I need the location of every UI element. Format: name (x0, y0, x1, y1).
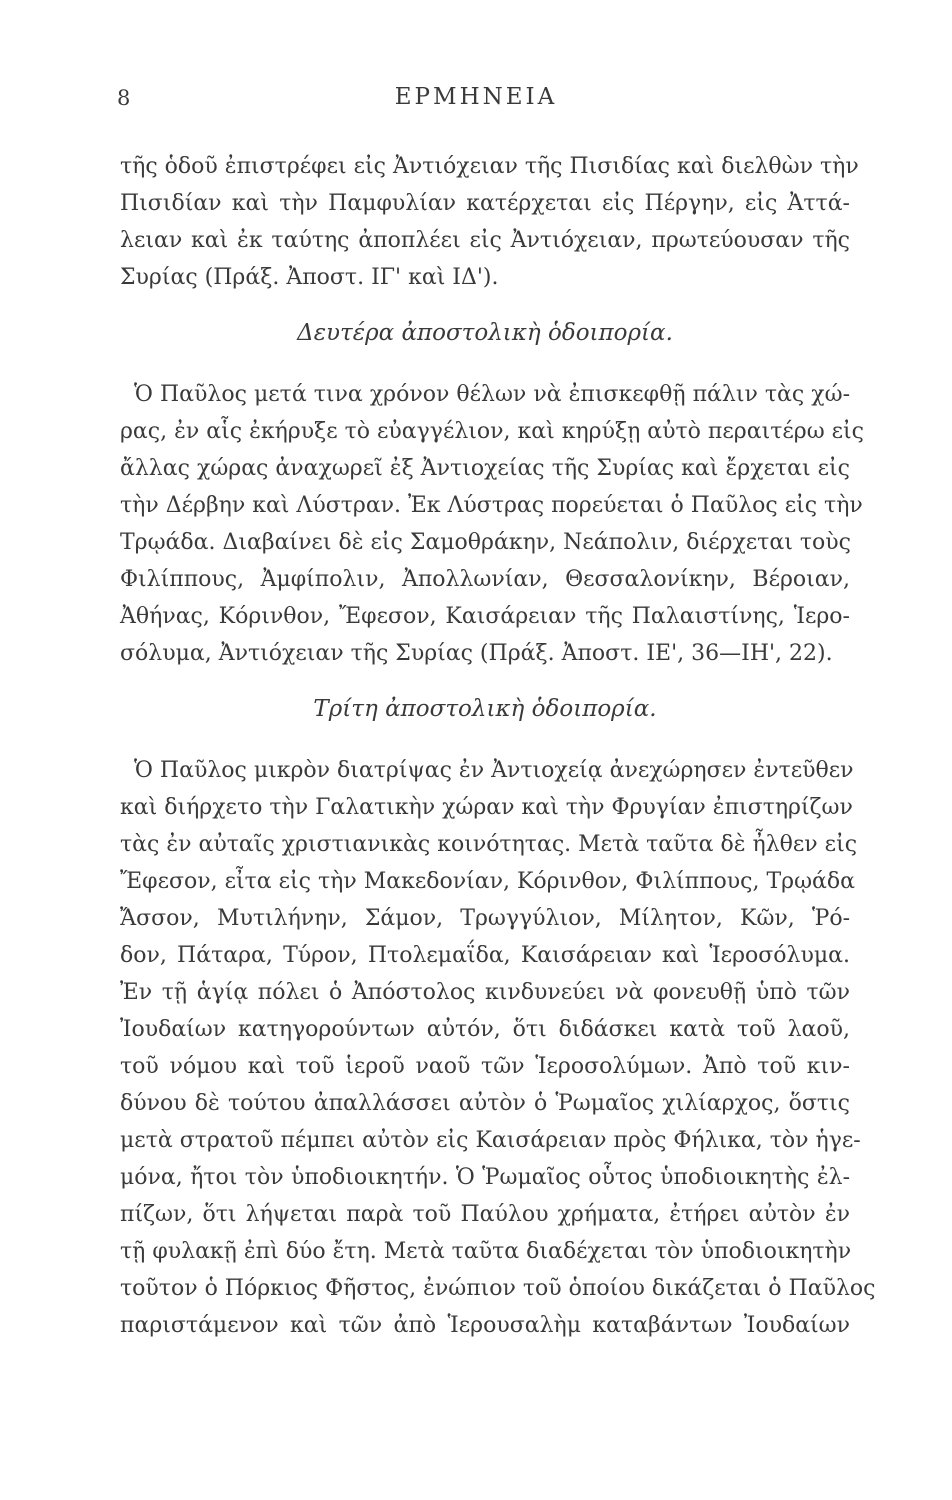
text-line: Ἰουδαίων κατηγορούντων αὐτόν, ὅτι διδάσκει κατὰ τοῦ λαοῦ, (120, 1017, 850, 1042)
text-line: τὰς ἐν αὐταῖς χριστιανικὰς κοινότητας. Μετὰ ταῦτα δὲ ἦλθεν εἰς (120, 832, 858, 857)
text-line: πίζων, ὅτι λήψεται παρὰ τοῦ Παύλου χρήματα, ἐτήρει αὐτὸν ἐν (120, 1202, 850, 1227)
text-line: Πισιδίαν καὶ τὴν Παμφυλίαν κατέρχεται εἰς Πέργην, εἰς Ἀττά- (120, 191, 850, 216)
text-line: δύνου δὲ τούτου ἀπαλλάσσει αὐτὸν ὁ Ῥωμαῖος χιλίαρχος, ὅστις (120, 1091, 850, 1116)
text-line: Ἄσσον, Μυτιλήνην, Σάμον, Τρωγγύλιον, Μίλητον, Κῶν, Ῥό- (120, 906, 850, 931)
text-line: Ὁ Παῦλος μικρὸν διατρίψας ἐν Ἀντιοχείᾳ ἀνεχώρησεν ἐντεῦθεν (134, 758, 854, 783)
text-line: Φιλίππους, Ἀμφίπολιν, Ἀπολλωνίαν, Θεσσαλονίκην, Βέροιαν, (120, 567, 850, 592)
running-head: ΕΡΜΗΝΕΙΑ (394, 84, 558, 110)
text-line: ἄλλας χώρας ἀναχωρεῖ ἐξ Ἀντιοχείας τῆς Συρίας καὶ ἔρχεται εἰς (120, 456, 850, 481)
text-line: Συρίας (Πράξ. Ἀποστ. ΙΓ' καὶ ΙΔ'). (120, 265, 499, 290)
paragraph-1 (120, 148, 859, 296)
text-line: τοῦ νόμου καὶ τοῦ ἱεροῦ ναοῦ τῶν Ἱεροσολύμων. Ἀπὸ τοῦ κιν- (120, 1054, 850, 1079)
text-line: Ἔφεσον, εἶτα εἰς τὴν Μακεδονίαν, Κόρινθον, Φιλίππους, Τρῳάδα (120, 869, 855, 894)
section-heading-third-journey: Τρίτη ἀποστολικὴ ὁδοιπορία. (313, 696, 657, 722)
text-line: μόνα, ἤτοι τὸν ὑποδιοικητήν. Ὁ Ῥωμαῖος οὗτος ὑποδιοικητὴς ἐλ- (120, 1165, 850, 1190)
text-line: καὶ διήρχετο τὴν Γαλατικὴν χώραν καὶ τὴν Φρυγίαν ἐπιστηρίζων (120, 795, 853, 820)
paragraph-3 (120, 752, 876, 1344)
body-text (120, 148, 876, 1344)
text-line: δον, Πάταρα, Τύρον, Πτολεμαΐδα, Καισάρειαν καὶ Ἱεροσόλυμα. (120, 943, 850, 968)
text-line: Ἀθήνας, Κόρινθον, Ἔφεσον, Καισάρειαν τῆς Παλαιστίνης, Ἱερο- (120, 604, 850, 629)
text-line: Ἐν τῇ ἁγίᾳ πόλει ὁ Ἀπόστολος κινδυνεύει νὰ φονευθῇ ὑπὸ τῶν (120, 980, 850, 1005)
text-line: ρας, ἐν αἷς ἐκήρυξε τὸ εὐαγγέλιον, καὶ κηρύξῃ αὐτὸ περαιτέρω εἰς (120, 419, 864, 444)
text-line: Ὁ Παῦλος μετά τινα χρόνον θέλων νὰ ἐπισκεφθῇ πάλιν τὰς χώ- (134, 382, 850, 407)
paragraph-2 (120, 376, 864, 672)
page-number: 8 (117, 86, 132, 110)
text-line: τῆς ὁδοῦ ἐπιστρέφει εἰς Ἀντιόχειαν τῆς Πισιδίας καὶ διελθὼν τὴν (120, 154, 859, 179)
section-heading-second-journey: Δευτέρα ἀποστολικὴ ὁδοιπορία. (297, 320, 673, 346)
text-line: σόλυμα, Ἀντιόχειαν τῆς Συρίας (Πράξ. Ἀποστ. ΙΕ', 36—ΙΗ', 22). (120, 641, 833, 666)
text-line: τοῦτον ὁ Πόρκιος Φῆστος, ἐνώπιον τοῦ ὁποίου δικάζεται ὁ Παῦλος (120, 1276, 876, 1301)
text-line: τὴν Δέρβην καὶ Λύστραν. Ἐκ Λύστρας πορεύεται ὁ Παῦλος εἰς τὴν (120, 493, 863, 518)
text-line: μετὰ στρατοῦ πέμπει αὐτὸν εἰς Καισάρειαν πρὸς Φήλικα, τὸν ἡγε- (120, 1128, 861, 1153)
text-line: Τρῳάδα. Διαβαίνει δὲ εἰς Σαμοθράκην, Νεάπολιν, διέρχεται τοὺς (120, 530, 851, 555)
text-line: τῇ φυλακῇ ἐπὶ δύο ἔτη. Μετὰ ταῦτα διαδέχεται τὸν ὑποδιοικητὴν (120, 1239, 852, 1264)
text-line: παριστάμενον καὶ τῶν ἀπὸ Ἱερουσαλὴμ καταβάντων Ἰουδαίων (120, 1313, 850, 1338)
text-line: λειαν καὶ ἐκ ταύτης ἀποπλέει εἰς Ἀντιόχειαν, πρωτεύουσαν τῆς (120, 228, 850, 253)
